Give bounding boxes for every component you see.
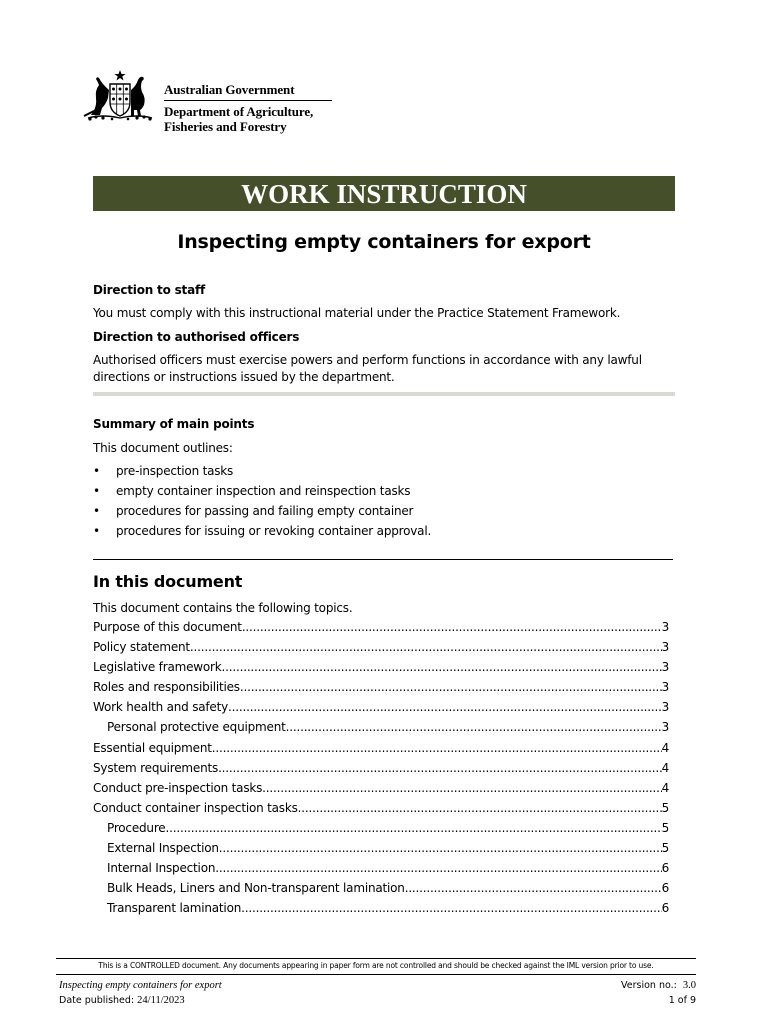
toc-leader bbox=[242, 619, 662, 636]
toc-entry-page: 4 bbox=[661, 780, 669, 795]
toc-leader bbox=[240, 679, 662, 696]
toc-entry-label: Work health and safety bbox=[93, 700, 229, 715]
table-of-contents bbox=[93, 619, 669, 920]
toc-subentry[interactable] bbox=[93, 719, 669, 739]
toc-entry-page: 3 bbox=[661, 680, 669, 695]
toc-entry-label: Personal protective equipment bbox=[107, 720, 286, 735]
toc-entry[interactable] bbox=[93, 699, 669, 719]
list-item-text: procedures for issuing or revoking container approval. bbox=[116, 524, 432, 538]
bullet-icon: • bbox=[93, 504, 100, 518]
toc-entry[interactable] bbox=[93, 619, 669, 639]
toc-entry[interactable] bbox=[93, 679, 669, 699]
toc-entry-label: Purpose of this document bbox=[93, 620, 242, 634]
toc-entry-page: 5 bbox=[661, 820, 669, 835]
toc-leader bbox=[218, 760, 662, 777]
toc-subentry[interactable] bbox=[93, 840, 669, 860]
toc-entry-label: System requirements bbox=[93, 760, 219, 775]
toc-entry-page: 6 bbox=[661, 901, 669, 916]
toc-entry-page: 6 bbox=[661, 881, 669, 896]
footer-divider bbox=[56, 974, 696, 975]
toc-entry-label: External Inspection bbox=[107, 841, 219, 856]
footer-version bbox=[621, 979, 697, 992]
toc-entry-page: 3 bbox=[661, 660, 669, 675]
toc-entry-label: Essential equipment bbox=[93, 740, 212, 755]
summary-intro: This document outlines: bbox=[93, 441, 233, 455]
department-name-line1: Department of Agriculture, bbox=[164, 104, 314, 119]
toc-entry-page: 3 bbox=[661, 700, 669, 715]
toc-entry-page: 5 bbox=[661, 841, 669, 856]
list-item bbox=[93, 483, 431, 503]
list-item-text: empty container inspection and reinspection tasks bbox=[116, 484, 411, 498]
bullet-icon: • bbox=[93, 524, 100, 538]
department-name-line2: Fisheries and Forestry bbox=[164, 119, 287, 134]
toc-leader bbox=[222, 659, 662, 676]
toc-entry-label: Legislative framework bbox=[93, 660, 222, 675]
toc-entry-label: Conduct container inspection tasks bbox=[93, 800, 298, 815]
list-item bbox=[93, 523, 431, 543]
toc-leader bbox=[212, 740, 662, 757]
toc-leader bbox=[286, 719, 662, 736]
toc-entry-page: 4 bbox=[661, 740, 669, 755]
toc-entry-page: 6 bbox=[661, 861, 669, 876]
version-label: Version no.: bbox=[621, 980, 677, 991]
direction-to-staff-heading: Direction to staff bbox=[93, 283, 206, 297]
toc-entry-label: Transparent lamination bbox=[107, 901, 242, 916]
toc-subentry[interactable] bbox=[93, 900, 669, 920]
list-item bbox=[93, 503, 431, 523]
toc-entry-label: Policy statement bbox=[93, 640, 190, 655]
toc-entry-label: Roles and responsibilities bbox=[93, 680, 240, 695]
toc-entry[interactable] bbox=[93, 800, 669, 820]
toc-entry-page: 3 bbox=[661, 620, 669, 634]
controlled-document-notice: This is a CONTROLLED document. Any documents appearing in paper form are not controlled and should be checked against the IML version prior to use. bbox=[98, 961, 654, 970]
footer-date-published bbox=[59, 994, 185, 1007]
toc-leader bbox=[166, 820, 662, 837]
toc-leader bbox=[190, 639, 662, 656]
list-item-text: procedures for passing and failing empty container bbox=[116, 504, 414, 518]
toc-leader bbox=[228, 699, 662, 716]
toc-entry[interactable] bbox=[93, 639, 669, 659]
toc-subentry[interactable] bbox=[93, 820, 669, 840]
in-this-document-heading: In this document bbox=[93, 572, 243, 591]
toc-entry-label: Internal Inspection bbox=[107, 861, 216, 876]
toc-entry[interactable] bbox=[93, 659, 669, 679]
summary-list bbox=[93, 463, 431, 543]
toc-entry-label: Conduct pre-inspection tasks bbox=[93, 780, 263, 795]
date-published-value: 24/11/2023 bbox=[137, 995, 185, 1006]
list-item bbox=[93, 463, 431, 483]
government-name: Australian Government bbox=[164, 82, 332, 101]
direction-to-officers-heading: Direction to authorised officers bbox=[93, 330, 300, 344]
section-divider bbox=[93, 559, 673, 560]
bullet-icon: • bbox=[93, 464, 100, 478]
footer-document-title: Inspecting empty containers for export bbox=[59, 980, 222, 991]
toc-entry-label: Procedure bbox=[107, 820, 166, 835]
toc-entry-page: 4 bbox=[661, 760, 669, 775]
toc-leader bbox=[241, 900, 661, 917]
toc-leader bbox=[262, 780, 661, 797]
toc-entry-page: 3 bbox=[661, 720, 669, 735]
toc-entry[interactable] bbox=[93, 780, 669, 800]
toc-entry[interactable] bbox=[93, 760, 669, 780]
toc-entry-label: Bulk Heads, Liners and Non-transparent lamination bbox=[107, 881, 405, 896]
version-value: 3.0 bbox=[682, 980, 696, 991]
toc-subentry[interactable] bbox=[93, 860, 669, 880]
date-published-label: Date published: bbox=[59, 995, 135, 1006]
list-item-text: pre-inspection tasks bbox=[116, 464, 234, 478]
summary-heading: Summary of main points bbox=[93, 417, 255, 431]
government-branding bbox=[164, 82, 332, 134]
toc-leader bbox=[298, 800, 662, 817]
direction-to-staff-text: You must comply with this instructional material under the Practice Statement Framework. bbox=[93, 306, 621, 320]
bullet-icon: • bbox=[93, 484, 100, 498]
page-number: 1 of 9 bbox=[668, 995, 696, 1006]
footer-divider bbox=[56, 958, 696, 959]
toc-entry[interactable] bbox=[93, 740, 669, 760]
in-this-document-intro: This document contains the following topics. bbox=[93, 601, 353, 615]
document-title: Inspecting empty containers for export bbox=[177, 231, 591, 253]
toc-leader bbox=[219, 840, 662, 857]
toc-entry-page: 3 bbox=[661, 640, 669, 655]
section-divider bbox=[93, 392, 675, 396]
commonwealth-coat-of-arms-icon bbox=[82, 68, 158, 124]
toc-subentry[interactable] bbox=[93, 880, 669, 900]
document-type-banner: WORK INSTRUCTION bbox=[93, 176, 675, 211]
toc-leader bbox=[405, 880, 662, 897]
toc-entry-page: 5 bbox=[661, 800, 669, 815]
toc-leader bbox=[215, 860, 661, 877]
direction-to-officers-text: Authorised officers must exercise powers and perform functions in accordance with any lawful directions or instructions issued by the department. bbox=[93, 353, 642, 384]
